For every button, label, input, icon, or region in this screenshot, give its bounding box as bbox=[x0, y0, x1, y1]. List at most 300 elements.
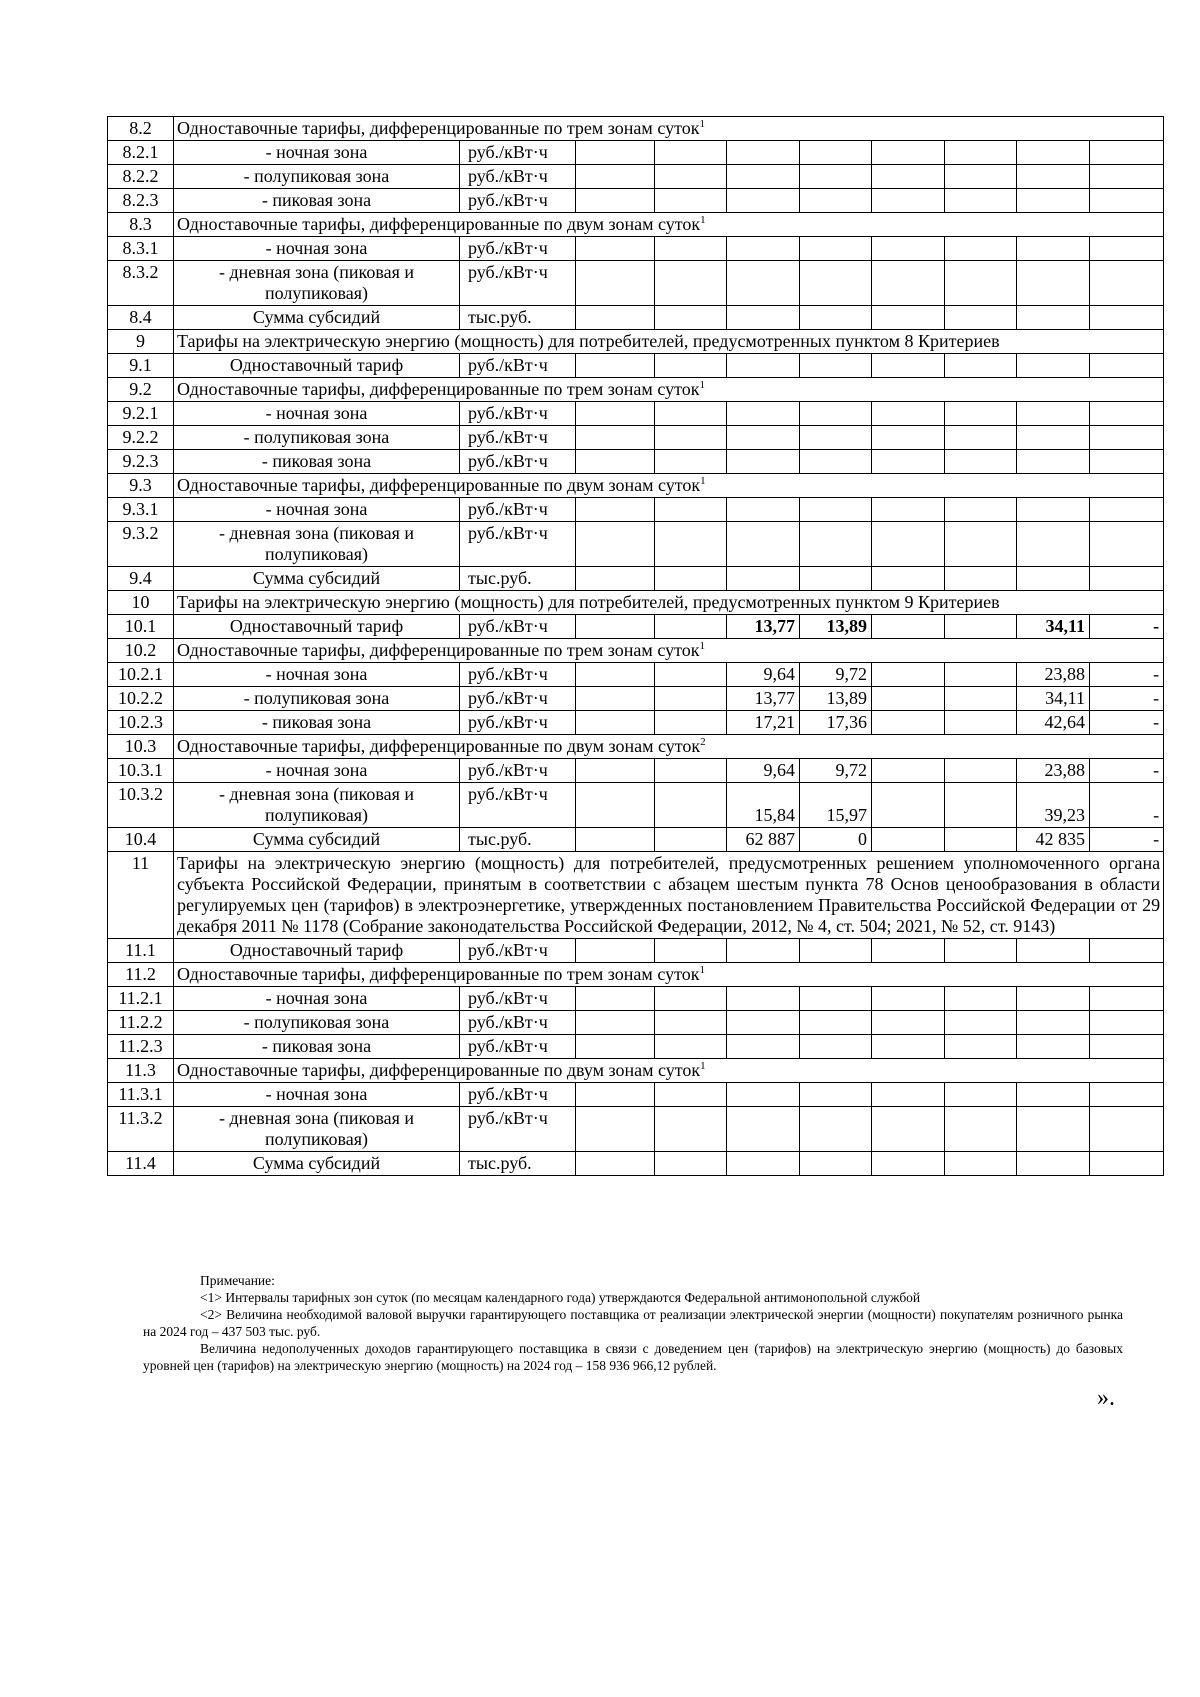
note-2: <2> Величина необходимой валовой выручки гарантирующего поставщика от реализации электрической энергии (мощности) покупателям розничного рынка на 2024 год – 437 503 тыс. руб. bbox=[143, 1307, 1123, 1339]
value-cell bbox=[1017, 402, 1090, 426]
value-cell bbox=[655, 1083, 727, 1107]
value-cell bbox=[576, 939, 655, 963]
row-unit: руб./кВт·ч bbox=[460, 759, 576, 783]
value-cell bbox=[800, 189, 872, 213]
note-3: Величина недополученных доходов гарантирующего поставщика в связи с доведением цен (тарифов) на электрическую энергию (мощность) до базовых уровней цен (тарифов) на электрическую энергию (мощность) на 2024 год – 158 936 966,12 рублей. bbox=[143, 1341, 1123, 1373]
value-cell bbox=[872, 567, 945, 591]
row-number: 9.1 bbox=[108, 354, 174, 378]
value-cell: - bbox=[1090, 615, 1164, 639]
value-cell bbox=[655, 306, 727, 330]
table-row bbox=[108, 828, 1164, 852]
row-number: 10.2.2 bbox=[108, 687, 174, 711]
row-name: - дневная зона (пиковая и полупиковая) bbox=[174, 261, 460, 306]
table-row bbox=[108, 141, 1164, 165]
table-row bbox=[108, 987, 1164, 1011]
row-unit: руб./кВт·ч bbox=[460, 237, 576, 261]
row-name: - ночная зона bbox=[174, 498, 460, 522]
value-cell: 15,97 bbox=[800, 783, 872, 828]
row-number: 8.3 bbox=[108, 213, 174, 237]
row-number: 10.2.3 bbox=[108, 711, 174, 735]
value-cell bbox=[727, 426, 800, 450]
value-cell bbox=[1017, 498, 1090, 522]
value-cell bbox=[1017, 450, 1090, 474]
value-cell bbox=[872, 711, 945, 735]
row-unit: тыс.руб. bbox=[460, 567, 576, 591]
value-cell bbox=[872, 1107, 945, 1152]
value-cell bbox=[1090, 939, 1164, 963]
value-cell bbox=[872, 402, 945, 426]
value-cell bbox=[1090, 306, 1164, 330]
row-number: 8.2.2 bbox=[108, 165, 174, 189]
value-cell bbox=[655, 1107, 727, 1152]
value-cell bbox=[655, 402, 727, 426]
value-cell bbox=[727, 189, 800, 213]
row-number: 8.3.2 bbox=[108, 261, 174, 306]
row-name: Сумма субсидий bbox=[174, 1152, 460, 1176]
table-row bbox=[108, 591, 1164, 615]
value-cell bbox=[727, 1035, 800, 1059]
value-cell bbox=[1090, 402, 1164, 426]
row-number: 10 bbox=[108, 591, 174, 615]
value-cell bbox=[576, 261, 655, 306]
value-cell bbox=[576, 189, 655, 213]
row-number: 11.3.1 bbox=[108, 1083, 174, 1107]
row-number: 9.2.2 bbox=[108, 426, 174, 450]
value-cell: 9,64 bbox=[727, 663, 800, 687]
row-name: - пиковая зона bbox=[174, 189, 460, 213]
table-row bbox=[108, 306, 1164, 330]
value-cell: - bbox=[1090, 711, 1164, 735]
value-cell bbox=[655, 615, 727, 639]
value-cell bbox=[872, 237, 945, 261]
value-cell: 42 835 bbox=[1017, 828, 1090, 852]
value-cell bbox=[872, 987, 945, 1011]
value-cell bbox=[576, 663, 655, 687]
row-number: 8.2.1 bbox=[108, 141, 174, 165]
value-cell: 13,77 bbox=[727, 687, 800, 711]
row-unit: руб./кВт·ч bbox=[460, 189, 576, 213]
value-cell bbox=[800, 237, 872, 261]
section-title: Тарифы на электрическую энергию (мощность) для потребителей, предусмотренных решением уполномоченного органа субъекта Российской Федерации, принятым в соответствии с абзацем шестым пункта 78 Основ ценообразования в области регулируемых цен (тарифов) в электроэнергетике, утвержденных постановлением Правительства Российской Федерации от 29 декабря 2011 № 1178 (Собрание законодательства Российской Федерации, 2012, № 4, ст. 504; 2021, № 52, ст. 9143) bbox=[177, 853, 1161, 936]
value-cell bbox=[945, 165, 1017, 189]
value-cell bbox=[945, 687, 1017, 711]
row-number: 10.3.1 bbox=[108, 759, 174, 783]
footnote-ref: 1 bbox=[699, 640, 705, 652]
value-cell bbox=[576, 567, 655, 591]
row-number: 8.2 bbox=[108, 117, 174, 141]
value-cell bbox=[1090, 450, 1164, 474]
row-unit: руб./кВт·ч bbox=[460, 783, 576, 828]
value-cell bbox=[655, 261, 727, 306]
table-row bbox=[108, 189, 1164, 213]
value-cell bbox=[1090, 426, 1164, 450]
table-row bbox=[108, 402, 1164, 426]
section-header bbox=[174, 963, 1164, 987]
table-row bbox=[108, 783, 1164, 828]
value-cell bbox=[872, 1152, 945, 1176]
value-cell bbox=[945, 498, 1017, 522]
value-cell bbox=[872, 615, 945, 639]
section-header bbox=[174, 213, 1164, 237]
row-number: 10.1 bbox=[108, 615, 174, 639]
value-cell: 23,88 bbox=[1017, 759, 1090, 783]
value-cell bbox=[1017, 261, 1090, 306]
row-number: 9.2 bbox=[108, 378, 174, 402]
value-cell bbox=[872, 165, 945, 189]
section-text bbox=[174, 852, 1164, 939]
table-row bbox=[108, 261, 1164, 306]
value-cell: 62 887 bbox=[727, 828, 800, 852]
value-cell bbox=[800, 1083, 872, 1107]
value-cell bbox=[727, 237, 800, 261]
value-cell bbox=[1017, 1107, 1090, 1152]
value-cell: 13,77 bbox=[727, 615, 800, 639]
value-cell bbox=[655, 567, 727, 591]
value-cell bbox=[945, 306, 1017, 330]
value-cell bbox=[655, 663, 727, 687]
value-cell bbox=[655, 828, 727, 852]
row-name: - дневная зона (пиковая и полупиковая) bbox=[174, 522, 460, 567]
table-row bbox=[108, 615, 1164, 639]
row-number: 11 bbox=[108, 852, 174, 939]
row-name: - ночная зона bbox=[174, 987, 460, 1011]
value-cell bbox=[1017, 354, 1090, 378]
footnote-ref: 1 bbox=[699, 379, 705, 391]
table-row bbox=[108, 378, 1164, 402]
value-cell bbox=[945, 1083, 1017, 1107]
row-number: 9.2.1 bbox=[108, 402, 174, 426]
table-row bbox=[108, 450, 1164, 474]
value-cell bbox=[1090, 189, 1164, 213]
row-unit: руб./кВт·ч bbox=[460, 450, 576, 474]
value-cell bbox=[1017, 165, 1090, 189]
value-cell bbox=[945, 189, 1017, 213]
section-header bbox=[174, 330, 1164, 354]
value-cell bbox=[1090, 567, 1164, 591]
value-cell bbox=[727, 354, 800, 378]
table-row bbox=[108, 237, 1164, 261]
value-cell bbox=[1017, 987, 1090, 1011]
row-number: 8.2.3 bbox=[108, 189, 174, 213]
row-name: - ночная зона bbox=[174, 1083, 460, 1107]
value-cell bbox=[945, 567, 1017, 591]
section-title: Одноставочные тарифы, дифференцированные по трем зонам суток bbox=[177, 640, 700, 660]
value-cell bbox=[800, 165, 872, 189]
row-name: - ночная зона bbox=[174, 402, 460, 426]
section-title: Одноставочные тарифы, дифференцированные по трем зонам суток bbox=[177, 379, 700, 399]
row-unit: руб./кВт·ч bbox=[460, 354, 576, 378]
table-row bbox=[108, 522, 1164, 567]
row-name: - ночная зона bbox=[174, 237, 460, 261]
value-cell bbox=[1017, 939, 1090, 963]
value-cell bbox=[576, 306, 655, 330]
value-cell bbox=[872, 759, 945, 783]
value-cell bbox=[800, 1011, 872, 1035]
value-cell bbox=[727, 522, 800, 567]
value-cell: 9,72 bbox=[800, 663, 872, 687]
row-unit: руб./кВт·ч bbox=[460, 687, 576, 711]
value-cell bbox=[800, 306, 872, 330]
value-cell bbox=[872, 1035, 945, 1059]
value-cell bbox=[945, 450, 1017, 474]
value-cell: 17,36 bbox=[800, 711, 872, 735]
value-cell bbox=[655, 687, 727, 711]
row-number: 8.3.1 bbox=[108, 237, 174, 261]
value-cell: 42,64 bbox=[1017, 711, 1090, 735]
footnote-ref: 1 bbox=[700, 214, 706, 226]
value-cell bbox=[655, 1152, 727, 1176]
value-cell bbox=[1017, 1152, 1090, 1176]
row-unit: руб./кВт·ч bbox=[460, 522, 576, 567]
value-cell bbox=[727, 141, 800, 165]
value-cell bbox=[945, 615, 1017, 639]
value-cell bbox=[655, 939, 727, 963]
value-cell: 39,23 bbox=[1017, 783, 1090, 828]
section-title: Одноставочные тарифы, дифференцированные по трем зонам суток bbox=[177, 964, 700, 984]
row-number: 9.3.2 bbox=[108, 522, 174, 567]
row-number: 8.4 bbox=[108, 306, 174, 330]
row-name: Сумма субсидий bbox=[174, 567, 460, 591]
row-unit: руб./кВт·ч bbox=[460, 141, 576, 165]
value-cell bbox=[1017, 567, 1090, 591]
footnote-ref: 2 bbox=[700, 736, 706, 748]
value-cell bbox=[945, 1035, 1017, 1059]
table-row bbox=[108, 474, 1164, 498]
value-cell bbox=[872, 687, 945, 711]
value-cell bbox=[945, 1107, 1017, 1152]
row-name: - дневная зона (пиковая и полупиковая) bbox=[174, 783, 460, 828]
value-cell bbox=[945, 141, 1017, 165]
value-cell bbox=[655, 987, 727, 1011]
row-number: 11.2.3 bbox=[108, 1035, 174, 1059]
value-cell bbox=[576, 1035, 655, 1059]
value-cell bbox=[1017, 1035, 1090, 1059]
value-cell bbox=[800, 141, 872, 165]
value-cell bbox=[727, 261, 800, 306]
notes-title: Примечание: bbox=[200, 1273, 275, 1288]
value-cell bbox=[945, 354, 1017, 378]
table-row bbox=[108, 1107, 1164, 1152]
table-row bbox=[108, 1059, 1164, 1083]
value-cell bbox=[655, 165, 727, 189]
value-cell bbox=[872, 354, 945, 378]
table-row bbox=[108, 1083, 1164, 1107]
value-cell bbox=[945, 828, 1017, 852]
value-cell bbox=[945, 939, 1017, 963]
table-row bbox=[108, 1035, 1164, 1059]
value-cell: 17,21 bbox=[727, 711, 800, 735]
value-cell bbox=[655, 1035, 727, 1059]
footnote-ref: 1 bbox=[699, 118, 705, 130]
value-cell bbox=[945, 759, 1017, 783]
row-unit: руб./кВт·ч bbox=[460, 165, 576, 189]
row-number: 11.2 bbox=[108, 963, 174, 987]
value-cell bbox=[655, 498, 727, 522]
value-cell bbox=[576, 759, 655, 783]
section-title: Тарифы на электрическую энергию (мощность) для потребителей, предусмотренных пунктом 9 Критериев bbox=[177, 592, 1000, 612]
table-row bbox=[108, 687, 1164, 711]
row-name: - дневная зона (пиковая и полупиковая) bbox=[174, 1107, 460, 1152]
value-cell bbox=[727, 987, 800, 1011]
row-name: - пиковая зона bbox=[174, 1035, 460, 1059]
value-cell: 23,88 bbox=[1017, 663, 1090, 687]
row-name: - ночная зона bbox=[174, 759, 460, 783]
value-cell bbox=[872, 306, 945, 330]
value-cell: 34,11 bbox=[1017, 615, 1090, 639]
value-cell bbox=[655, 783, 727, 828]
value-cell bbox=[727, 1152, 800, 1176]
value-cell: - bbox=[1090, 828, 1164, 852]
value-cell bbox=[576, 354, 655, 378]
value-cell bbox=[655, 237, 727, 261]
value-cell: - bbox=[1090, 783, 1164, 828]
value-cell bbox=[655, 522, 727, 567]
row-unit: тыс.руб. bbox=[460, 828, 576, 852]
value-cell bbox=[1090, 1035, 1164, 1059]
value-cell bbox=[1017, 141, 1090, 165]
value-cell bbox=[576, 237, 655, 261]
row-unit: руб./кВт·ч bbox=[460, 1035, 576, 1059]
row-number: 10.3.2 bbox=[108, 783, 174, 828]
row-number: 11.2.1 bbox=[108, 987, 174, 1011]
row-number: 9.3 bbox=[108, 474, 174, 498]
value-cell bbox=[655, 1011, 727, 1035]
value-cell bbox=[800, 426, 872, 450]
value-cell: - bbox=[1090, 759, 1164, 783]
value-cell: 9,64 bbox=[727, 759, 800, 783]
value-cell bbox=[727, 1083, 800, 1107]
value-cell bbox=[655, 189, 727, 213]
value-cell: 13,89 bbox=[800, 615, 872, 639]
value-cell bbox=[945, 237, 1017, 261]
value-cell bbox=[576, 987, 655, 1011]
value-cell bbox=[1090, 1011, 1164, 1035]
value-cell bbox=[655, 450, 727, 474]
table-row bbox=[108, 165, 1164, 189]
value-cell bbox=[945, 987, 1017, 1011]
value-cell bbox=[1090, 498, 1164, 522]
value-cell bbox=[945, 261, 1017, 306]
value-cell bbox=[872, 450, 945, 474]
value-cell bbox=[1017, 237, 1090, 261]
value-cell bbox=[727, 1107, 800, 1152]
value-cell bbox=[872, 498, 945, 522]
table-row bbox=[108, 354, 1164, 378]
value-cell bbox=[872, 522, 945, 567]
value-cell bbox=[1090, 354, 1164, 378]
row-unit: руб./кВт·ч bbox=[460, 498, 576, 522]
value-cell bbox=[945, 1011, 1017, 1035]
value-cell bbox=[800, 450, 872, 474]
table-row bbox=[108, 663, 1164, 687]
table-row bbox=[108, 213, 1164, 237]
value-cell bbox=[800, 1107, 872, 1152]
value-cell bbox=[576, 1011, 655, 1035]
value-cell bbox=[800, 261, 872, 306]
section-title: Одноставочные тарифы, дифференцированные по двум зонам суток bbox=[177, 736, 701, 756]
value-cell bbox=[576, 615, 655, 639]
section-header bbox=[174, 639, 1164, 663]
value-cell bbox=[872, 189, 945, 213]
value-cell bbox=[1090, 1107, 1164, 1152]
section-header bbox=[174, 735, 1164, 759]
row-unit: руб./кВт·ч bbox=[460, 261, 576, 306]
row-name: Одноставочный тариф bbox=[174, 615, 460, 639]
row-number: 10.4 bbox=[108, 828, 174, 852]
table-row bbox=[108, 939, 1164, 963]
value-cell bbox=[655, 354, 727, 378]
value-cell bbox=[576, 828, 655, 852]
row-number: 9.3.1 bbox=[108, 498, 174, 522]
value-cell bbox=[655, 426, 727, 450]
value-cell bbox=[800, 939, 872, 963]
value-cell bbox=[576, 498, 655, 522]
value-cell bbox=[1090, 237, 1164, 261]
section-title: Одноставочные тарифы, дифференцированные по двум зонам суток bbox=[177, 475, 701, 495]
value-cell bbox=[945, 402, 1017, 426]
value-cell bbox=[800, 1035, 872, 1059]
value-cell bbox=[1017, 1083, 1090, 1107]
value-cell bbox=[576, 165, 655, 189]
row-name: Сумма субсидий bbox=[174, 306, 460, 330]
value-cell bbox=[1090, 987, 1164, 1011]
section-header bbox=[174, 474, 1164, 498]
value-cell bbox=[727, 567, 800, 591]
value-cell bbox=[945, 522, 1017, 567]
row-number: 11.1 bbox=[108, 939, 174, 963]
value-cell bbox=[945, 663, 1017, 687]
value-cell bbox=[872, 828, 945, 852]
value-cell: 15,84 bbox=[727, 783, 800, 828]
row-unit: руб./кВт·ч bbox=[460, 1083, 576, 1107]
value-cell bbox=[945, 426, 1017, 450]
value-cell bbox=[872, 939, 945, 963]
row-unit: руб./кВт·ч bbox=[460, 402, 576, 426]
value-cell bbox=[576, 522, 655, 567]
value-cell bbox=[727, 450, 800, 474]
value-cell bbox=[1090, 261, 1164, 306]
value-cell bbox=[872, 426, 945, 450]
row-number: 10.2.1 bbox=[108, 663, 174, 687]
table-row bbox=[108, 426, 1164, 450]
table-row bbox=[108, 639, 1164, 663]
section-header bbox=[174, 1059, 1164, 1083]
row-unit: руб./кВт·ч bbox=[460, 711, 576, 735]
value-cell: 0 bbox=[800, 828, 872, 852]
closing-quote-mark: ». bbox=[1097, 1385, 1115, 1411]
table-row bbox=[108, 852, 1164, 939]
notes-section bbox=[143, 1272, 1123, 1374]
section-title: Одноставочные тарифы, дифференцированные по двум зонам суток bbox=[177, 214, 701, 234]
row-unit: тыс.руб. bbox=[460, 306, 576, 330]
value-cell bbox=[655, 711, 727, 735]
value-cell bbox=[1017, 306, 1090, 330]
value-cell bbox=[727, 939, 800, 963]
value-cell bbox=[1090, 141, 1164, 165]
row-name: - пиковая зона bbox=[174, 450, 460, 474]
value-cell bbox=[800, 498, 872, 522]
footnote-ref: 1 bbox=[699, 964, 705, 976]
table-row bbox=[108, 498, 1164, 522]
table-row bbox=[108, 759, 1164, 783]
row-name: Сумма субсидий bbox=[174, 828, 460, 852]
value-cell bbox=[872, 663, 945, 687]
value-cell bbox=[576, 402, 655, 426]
value-cell bbox=[1017, 426, 1090, 450]
value-cell bbox=[1090, 1083, 1164, 1107]
section-title: Одноставочные тарифы, дифференцированные по двум зонам суток bbox=[177, 1060, 701, 1080]
row-number: 9.2.3 bbox=[108, 450, 174, 474]
